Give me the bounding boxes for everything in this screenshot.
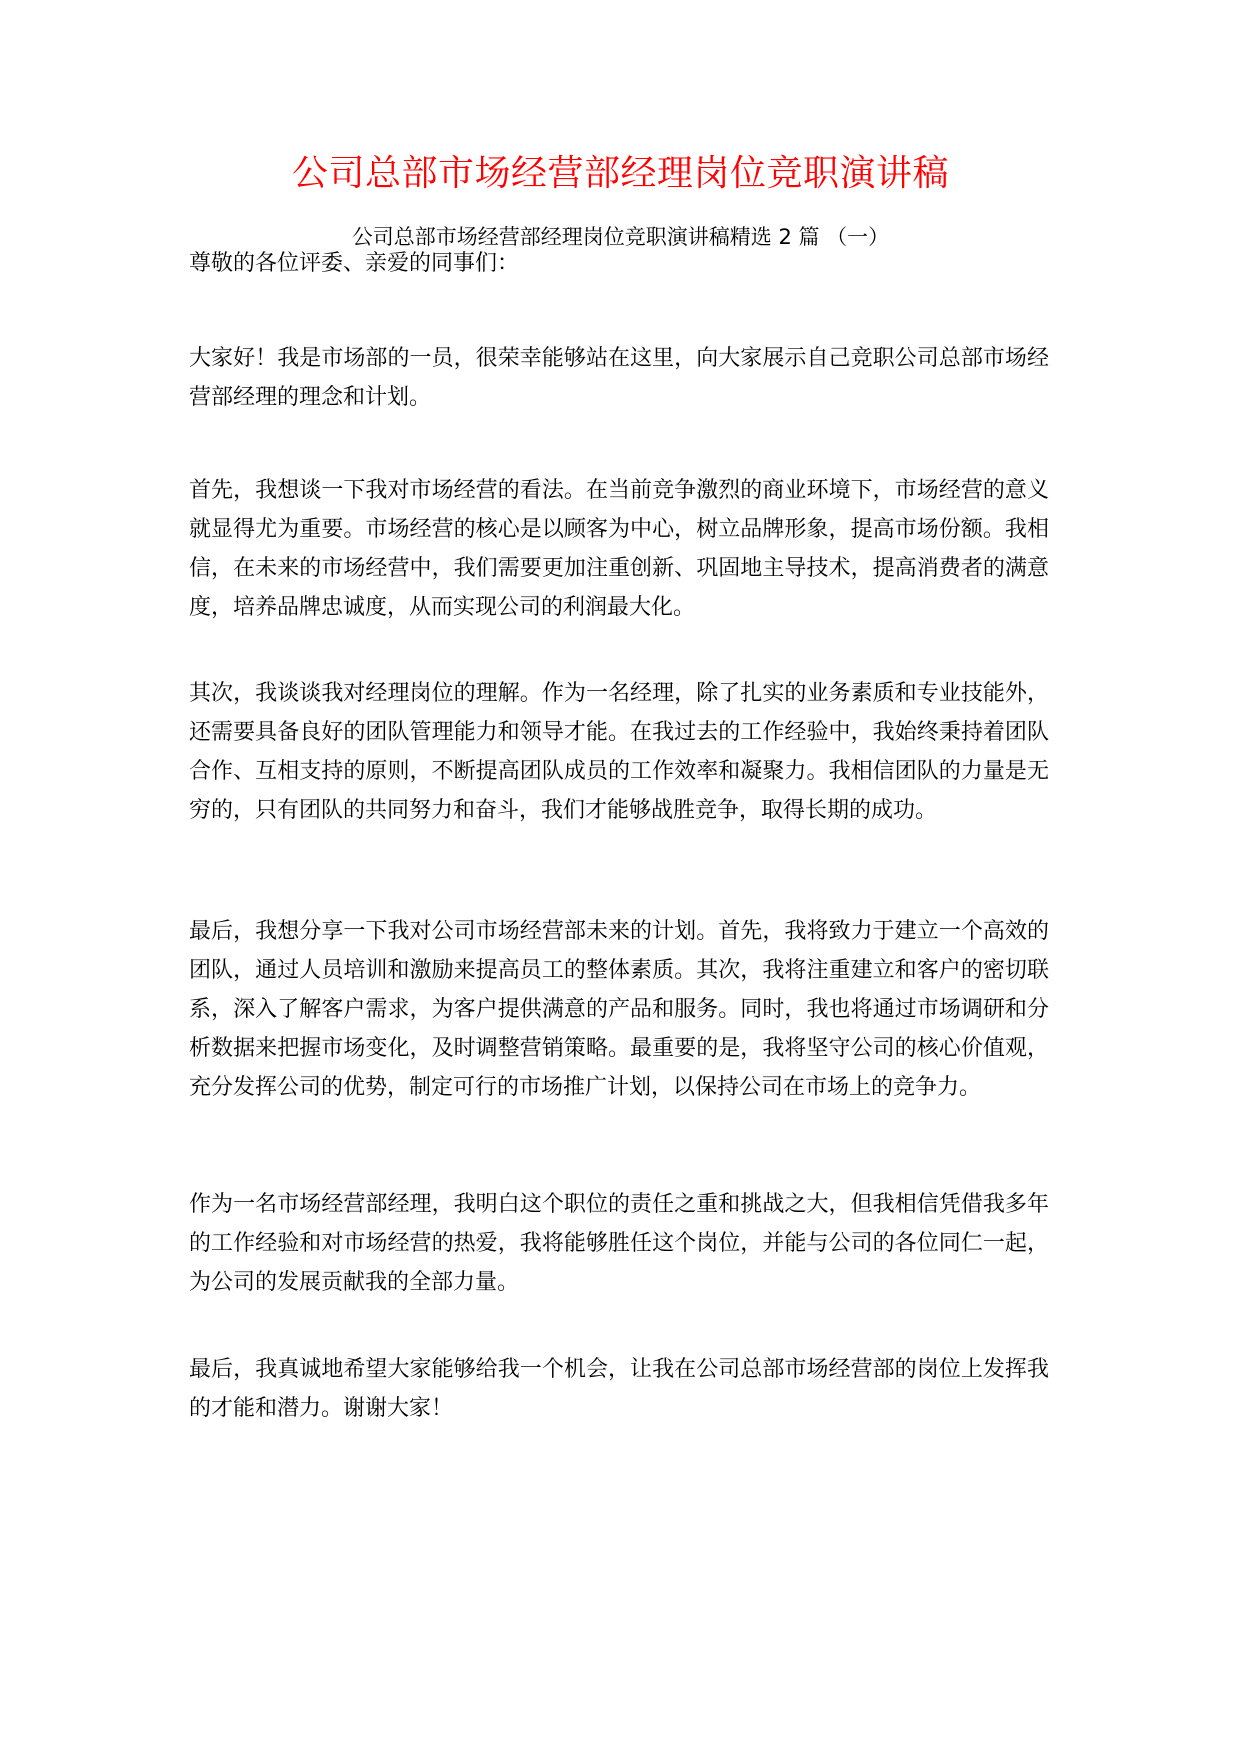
paragraph-block-commitment [189,1185,1049,1376]
paragraph-block-market-view [189,471,1049,701]
document-subtitle: 公司总部市场经营部经理岗位竞职演讲稿精选 2 篇 （一） [351,225,890,249]
paragraph-block-intro [189,339,1049,491]
manager-role-paragraph: 其次，我谈谈我对经理岗位的理解。作为一名经理，除了扎实的业务素质和专业技能外，还需要具备良好的团队管理能力和领导才能。在我过去的工作经验中，我始终秉持着团队合作、互相支持的原则，不断提高团队成员的工作效率和凝聚力。我相信团队的力量是无穷的，只有团队的共同努力和奋斗，我们才能够战胜竞争，取得长期的成功。 [189,681,1049,823]
document-title: 公司总部市场经营部经理岗位竞职演讲稿 [291,153,949,194]
paragraph-block-future-plan [189,912,1049,1181]
market-view-paragraph: 首先，我想谈一下我对市场经营的看法。在当前竞争激烈的商业环境下，市场经营的意义就显得尤为重要。市场经营的核心是以顾客为中心，树立品牌形象，提高市场份额。我相信，在未来的市场经营中，我们需要更加注重创新、巩固地主导技术，提高消费者的满意度，培养品牌忠诚度，从而实现公司的利润最大化。 [189,478,1049,620]
closing-paragraph: 最后，我真诚地希望大家能够给我一个机会，让我在公司总部市场经营部的岗位上发挥我的才能和潜力。谢谢大家！ [189,1357,1049,1421]
paragraph-block-closing [189,1350,1049,1502]
greeting-paragraph: 尊敬的各位评委、亲爱的同事们： [189,251,520,276]
future-plan-paragraph: 最后，我想分享一下我对公司市场经营部未来的计划。首先，我将致力于建立一个高效的团队，通过人员培训和激励来提高员工的整体素质。其次，我将注重建立和客户的密切联系，深入了解客户需求，为客户提供满意的产品和服务。同时，我也将通过市场调研和分析数据来把握市场变化，及时调整营销策略。最重要的是，我将坚守公司的核心价值观，充分发挥公司的优势，制定可行的市场推广计划，以保持公司在市场上的竞争力。 [189,919,1049,1100]
commitment-paragraph: 作为一名市场经营部经理，我明白这个职位的责任之重和挑战之大，但我相信凭借我多年的工作经验和对市场经营的热爱，我将能够胜任这个岗位，并能与公司的各位同仁一起，为公司的发展贡献我的全部力量。 [189,1192,1049,1295]
intro-paragraph: 大家好！我是市场部的一员，很荣幸能够站在这里，向大家展示自己竞职公司总部市场经营部经理的理念和计划。 [189,346,1049,410]
paragraph-block-manager-role [189,674,1049,904]
